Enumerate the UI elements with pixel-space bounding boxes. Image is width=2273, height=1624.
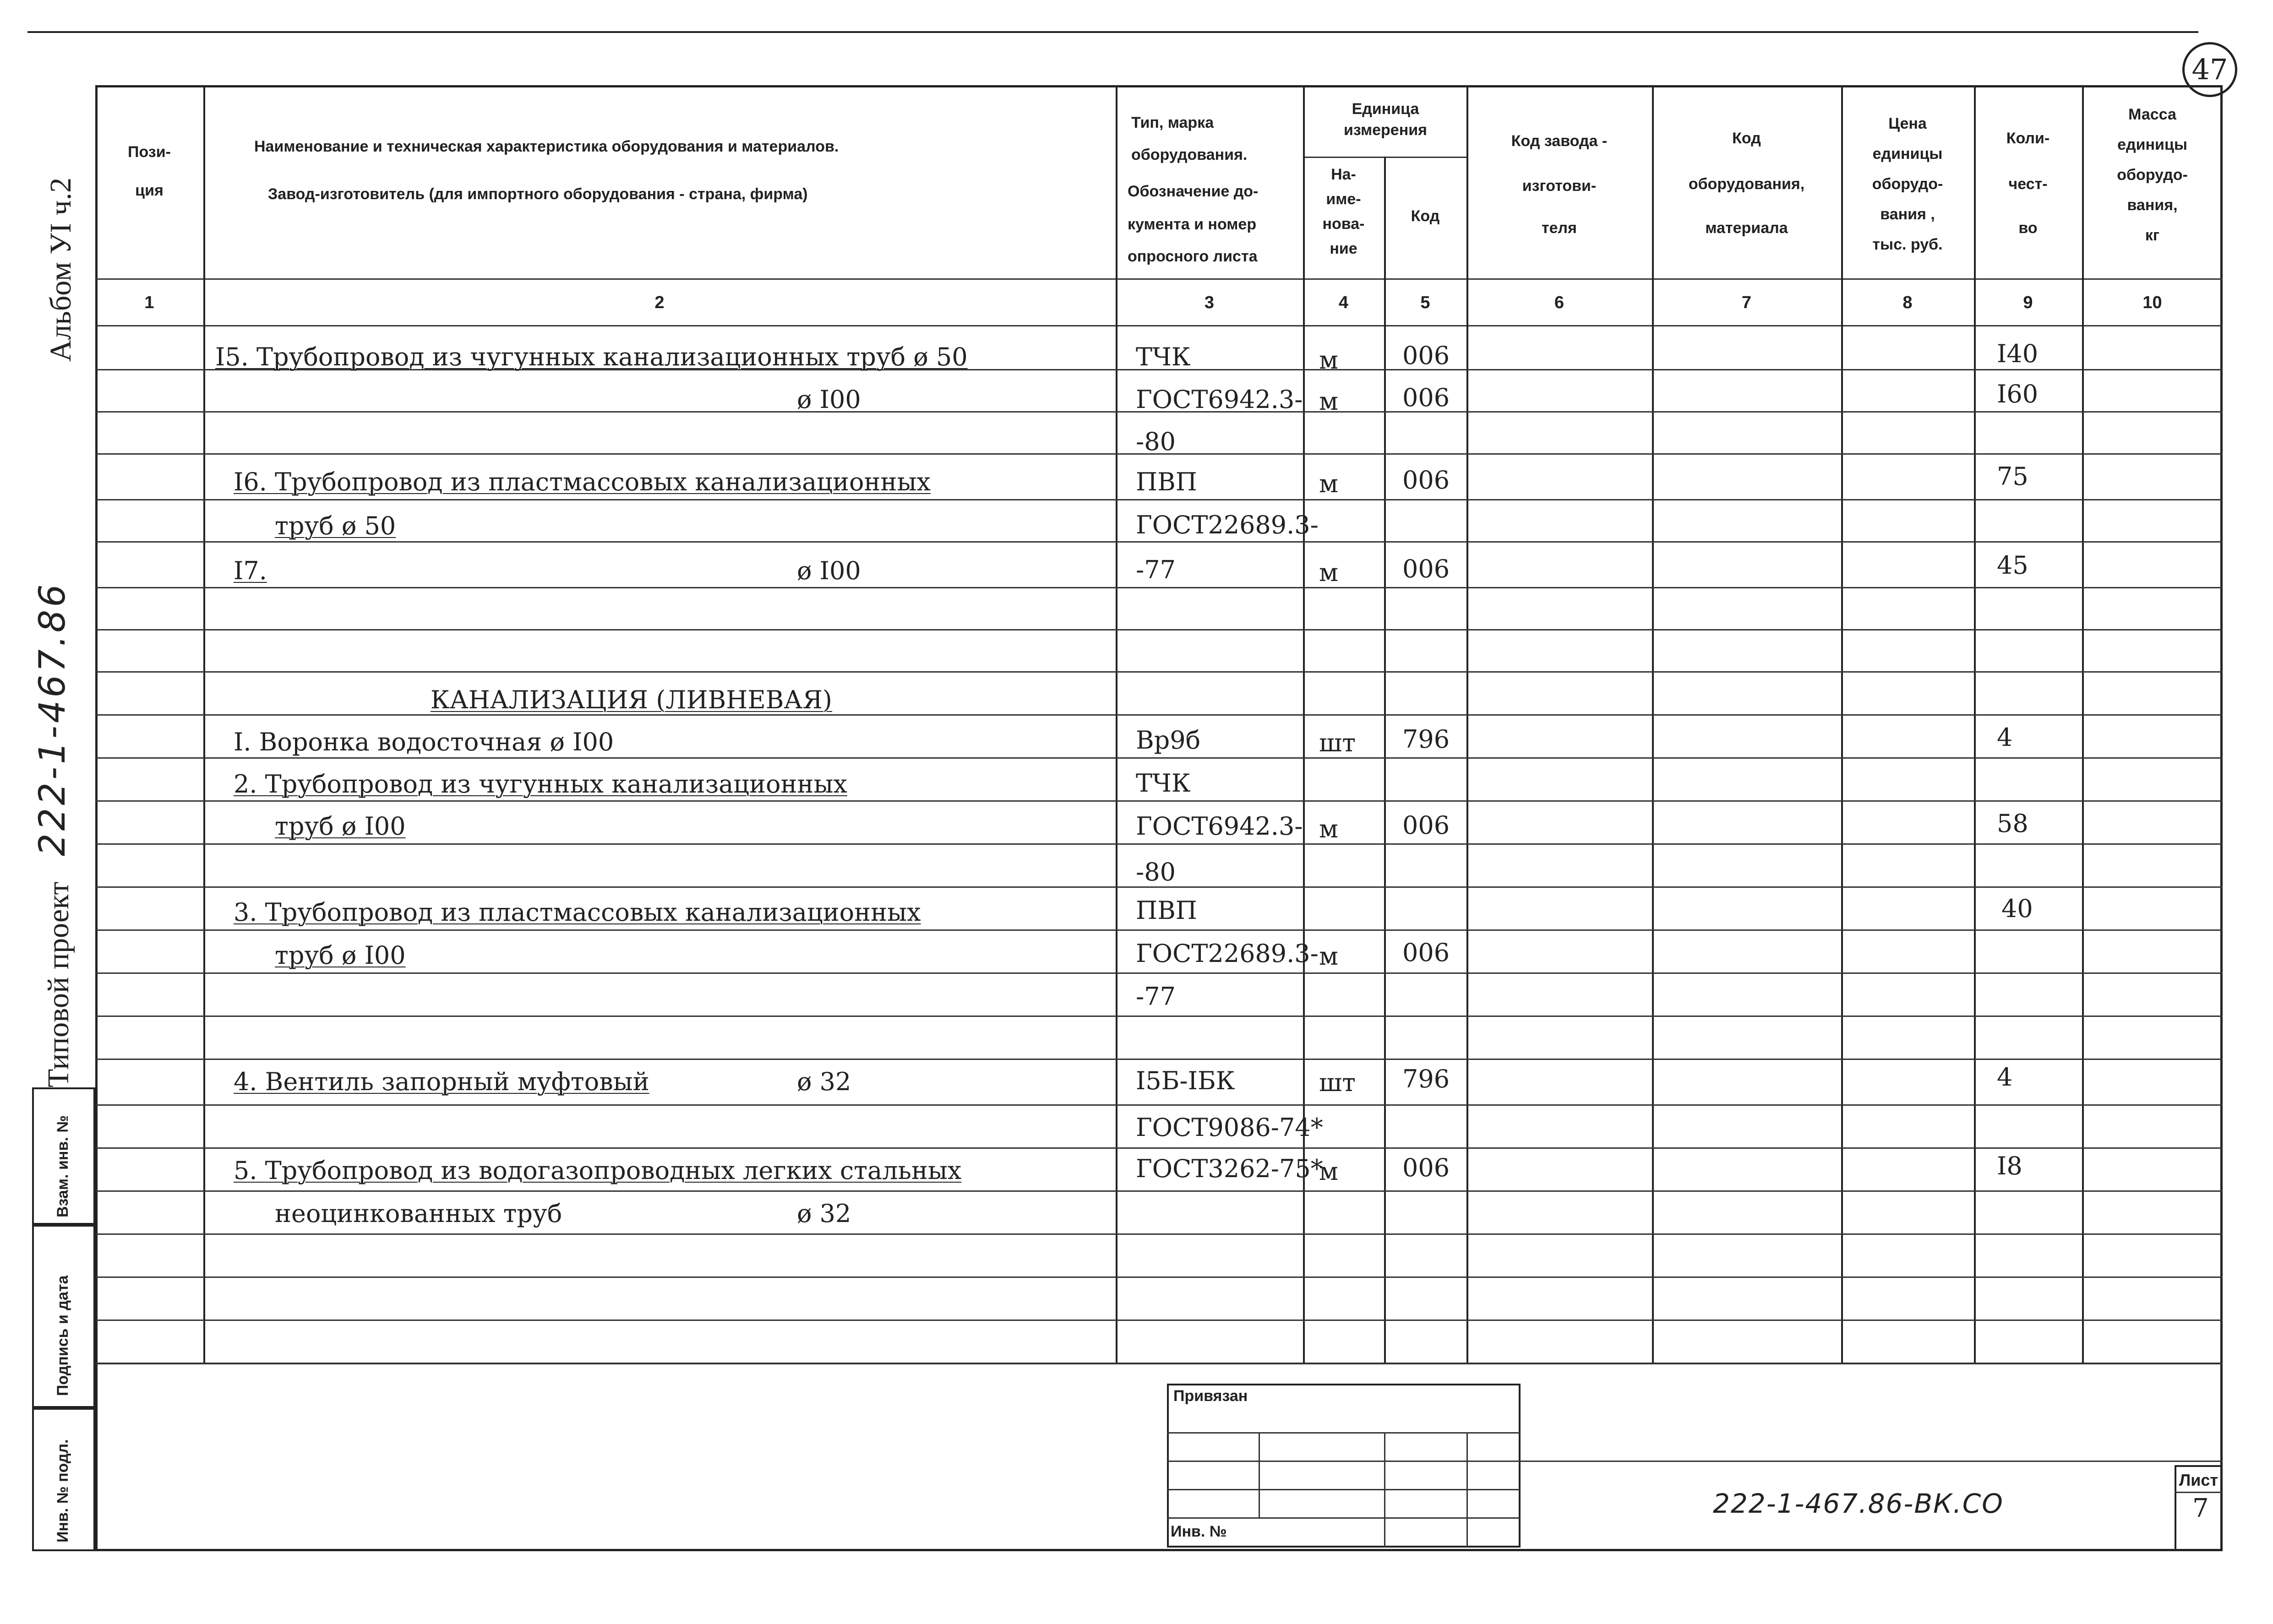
hdr-price-line3: оборудо- xyxy=(1872,175,1943,193)
col-line-9 xyxy=(2082,85,2084,1363)
colnum-4: 4 xyxy=(1338,293,1349,312)
colnum-5: 5 xyxy=(1420,293,1430,312)
hdr-name-line1: Наименование и техническая характеристика оборудования и материалов. xyxy=(254,138,839,155)
sheet-number: 7 xyxy=(2192,1494,2209,1523)
row-5-code: 006 xyxy=(1402,554,1450,583)
project-code: 222-1-467.86 xyxy=(32,581,73,856)
row-0-qty: I40 xyxy=(1997,339,2039,368)
row-14-name: труб ø I00 xyxy=(275,941,406,970)
row-0-code: 006 xyxy=(1402,341,1450,370)
row-17-qty: 4 xyxy=(1997,1063,2013,1092)
colnum-8: 8 xyxy=(1902,293,1913,312)
row-3-code: 006 xyxy=(1402,466,1450,494)
colnum-1: 1 xyxy=(144,293,154,312)
colnum-3: 3 xyxy=(1204,293,1215,312)
row-0-unit: м xyxy=(1319,346,1339,375)
row-1-unit: м xyxy=(1319,387,1339,416)
col-line-6 xyxy=(1652,85,1654,1363)
row-17-type: I5Б-IБК xyxy=(1136,1066,1235,1095)
hdr-equip-line2: оборудования, xyxy=(1688,175,1805,193)
row-0-name: I5. Трубопровод из чугунных канализационных труб ø 50 xyxy=(215,342,968,371)
row-1-type: ГОСТ6942.3- xyxy=(1136,385,1303,414)
sheet-label: Лист xyxy=(2179,1471,2218,1489)
hdr-equip-line1: Код xyxy=(1732,130,1761,147)
hdr-qty-line1: Коли- xyxy=(2006,130,2050,147)
hdr-mass-line3: оборудо- xyxy=(2117,166,2188,184)
row-1-qty: I60 xyxy=(1997,380,2039,408)
row-0-type: ТЧК xyxy=(1136,342,1191,371)
row-11-name: труб ø I00 xyxy=(275,812,406,841)
col-line-7 xyxy=(1841,85,1843,1363)
row-9-code: 796 xyxy=(1402,725,1450,754)
col-line-4 xyxy=(1384,157,1386,1363)
col-line-5 xyxy=(1466,85,1468,1363)
hdr-type-line4: кумента и номер xyxy=(1128,216,1257,233)
header-bottom-line xyxy=(95,278,2223,280)
sheet-circle-number: 47 xyxy=(2182,42,2237,97)
hdr-type-line1: Тип, марка xyxy=(1131,114,1214,131)
document-number: 222-1-467.86-ВК.СО xyxy=(1713,1488,2004,1519)
row-11-qty: 58 xyxy=(1997,809,2028,838)
sheet-box-divider xyxy=(2175,1492,2223,1493)
col-line-1 xyxy=(203,85,205,1363)
hdr-type-line5: опросного листа xyxy=(1128,248,1258,265)
row-14-type: ГОСТ22689.3- xyxy=(1136,939,1319,968)
hdr-equip-line3: материала xyxy=(1705,219,1788,237)
hdr-unit-name-l1: На- xyxy=(1331,166,1356,183)
hdr-mass-line2: единицы xyxy=(2117,136,2187,153)
row-9-name: I. Воронка водосточная ø I00 xyxy=(234,728,614,756)
row-20-name: неоцинкованных труб xyxy=(275,1199,562,1228)
col-line-2 xyxy=(1116,85,1117,1363)
colnum-bottom-line xyxy=(95,325,2223,326)
row-19-qty: I8 xyxy=(1997,1151,2022,1180)
row-3-unit: м xyxy=(1319,469,1339,498)
row-17-name: 4. Вентиль запорный муфтовый xyxy=(234,1067,649,1096)
hdr-price-line5: тыс. руб. xyxy=(1872,236,1943,253)
row-3-qty: 75 xyxy=(1997,462,2028,491)
row-19-code: 006 xyxy=(1402,1153,1450,1182)
hdr-unit-line1: Единица xyxy=(1352,100,1419,118)
top-border-line xyxy=(27,31,2198,33)
row-1-name-right: ø I00 xyxy=(797,385,861,414)
row-14-code: 006 xyxy=(1402,938,1450,967)
row-2-type: -80 xyxy=(1136,427,1176,456)
hdr-pos-line1: Пози- xyxy=(128,143,171,161)
row-13-type: ПВП xyxy=(1136,896,1197,925)
row-3-name: I6. Трубопровод из пластмассовых канализационных xyxy=(234,467,931,496)
hdr-factory-line3: теля xyxy=(1542,219,1577,237)
row-5-unit: м xyxy=(1319,558,1339,587)
row-4-name: труб ø 50 xyxy=(275,511,396,540)
row-5-qty: 45 xyxy=(1997,551,2028,580)
row-19-unit: м xyxy=(1319,1157,1339,1186)
row-11-unit: м xyxy=(1319,815,1339,843)
colnum-6: 6 xyxy=(1554,293,1564,312)
col-line-8 xyxy=(1974,85,1976,1363)
project-type-label: Типовой проект xyxy=(42,881,75,1087)
hdr-type-line3: Обозначение до- xyxy=(1128,183,1259,200)
colnum-2: 2 xyxy=(654,293,665,312)
hdr-unit-line2: измерения xyxy=(1344,121,1427,139)
hdr-mass-line4: вания, xyxy=(2127,196,2178,214)
row-5-name: I7. xyxy=(234,556,267,585)
hdr-factory-line1: Код завода - xyxy=(1511,132,1608,150)
row-18-type: ГОСТ9086-74* xyxy=(1136,1113,1323,1142)
row-10-type: ТЧК xyxy=(1136,769,1191,798)
binding-label: Привязан xyxy=(1173,1387,1248,1405)
row-9-qty: 4 xyxy=(1997,723,2013,752)
row-20-name-right: ø 32 xyxy=(797,1199,851,1228)
row-19-name: 5. Трубопровод из водогазопроводных легких стальных xyxy=(234,1156,962,1185)
stamp-original xyxy=(32,1408,95,1551)
row-17-unit: шт xyxy=(1319,1068,1356,1097)
colnum-7: 7 xyxy=(1741,293,1752,312)
row-13-qty: 40 xyxy=(2001,894,2033,923)
hdr-factory-line2: изготови- xyxy=(1522,177,1597,195)
hdr-unit-code: Код xyxy=(1411,207,1440,225)
docnum-top-line xyxy=(1521,1461,2223,1462)
row-14-unit: м xyxy=(1319,942,1339,971)
row-8-section: КАНАЛИЗАЦИЯ (ЛИВНЕВАЯ) xyxy=(431,685,832,714)
stamp-signature-label: Подпись и дата xyxy=(54,1275,71,1396)
hdr-unit-name-l3: нова- xyxy=(1322,215,1365,233)
hdr-unit-name-l4: ние xyxy=(1330,240,1357,257)
hdr-qty-line3: во xyxy=(2018,219,2038,237)
hdr-mass-line1: Масса xyxy=(2128,106,2176,123)
colnum-9: 9 xyxy=(2023,293,2033,312)
colnum-10: 10 xyxy=(2142,293,2162,312)
row-15-type: -77 xyxy=(1136,982,1176,1011)
row-12-type: -80 xyxy=(1136,858,1176,886)
hdr-mass-line5: кг xyxy=(2145,227,2160,244)
row-10-name: 2. Трубопровод из чугунных канализационных xyxy=(234,770,847,798)
row-5-type: -77 xyxy=(1136,555,1176,584)
album-label: Альбом УI ч.2 xyxy=(44,177,77,362)
hdr-qty-line2: чест- xyxy=(2008,175,2048,193)
hdr-pos-line2: ция xyxy=(135,182,164,199)
stamp-replacement-label: Взам. инв. № xyxy=(54,1115,71,1217)
row-17-name-right: ø 32 xyxy=(797,1067,851,1096)
inv-no-label: Инв. № xyxy=(1171,1523,1227,1540)
row-1-code: 006 xyxy=(1402,383,1450,412)
row-11-code: 006 xyxy=(1402,811,1450,840)
row-11-type: ГОСТ6942.3- xyxy=(1136,812,1303,841)
row-19-type: ГОСТ3262-75* xyxy=(1136,1154,1323,1183)
hdr-price-line2: единицы xyxy=(1872,145,1943,163)
row-9-type: Вр9б xyxy=(1136,726,1201,755)
stamp-original-label: Инв. № подл. xyxy=(54,1439,71,1543)
stamp-replacement xyxy=(32,1087,95,1225)
row-9-unit: шт xyxy=(1319,728,1356,757)
row-4-type: ГОСТ22689.3- xyxy=(1136,511,1319,539)
row-17-code: 796 xyxy=(1402,1065,1450,1093)
hdr-price-line1: Цена xyxy=(1888,115,1927,132)
hdr-name-line2: Завод-изготовитель (для импортного оборудования - страна, фирма) xyxy=(268,185,808,203)
hdr-price-line4: вания , xyxy=(1880,206,1935,223)
hdr-type-line2: оборудования. xyxy=(1131,146,1248,163)
row-13-name: 3. Трубопровод из пластмассовых канализационных xyxy=(234,898,921,927)
hdr-unit-name-l2: име- xyxy=(1326,190,1361,208)
row-3-type: ПВП xyxy=(1136,467,1197,496)
row-5-name-right: ø I00 xyxy=(797,556,861,585)
stamp-signature xyxy=(32,1225,95,1408)
